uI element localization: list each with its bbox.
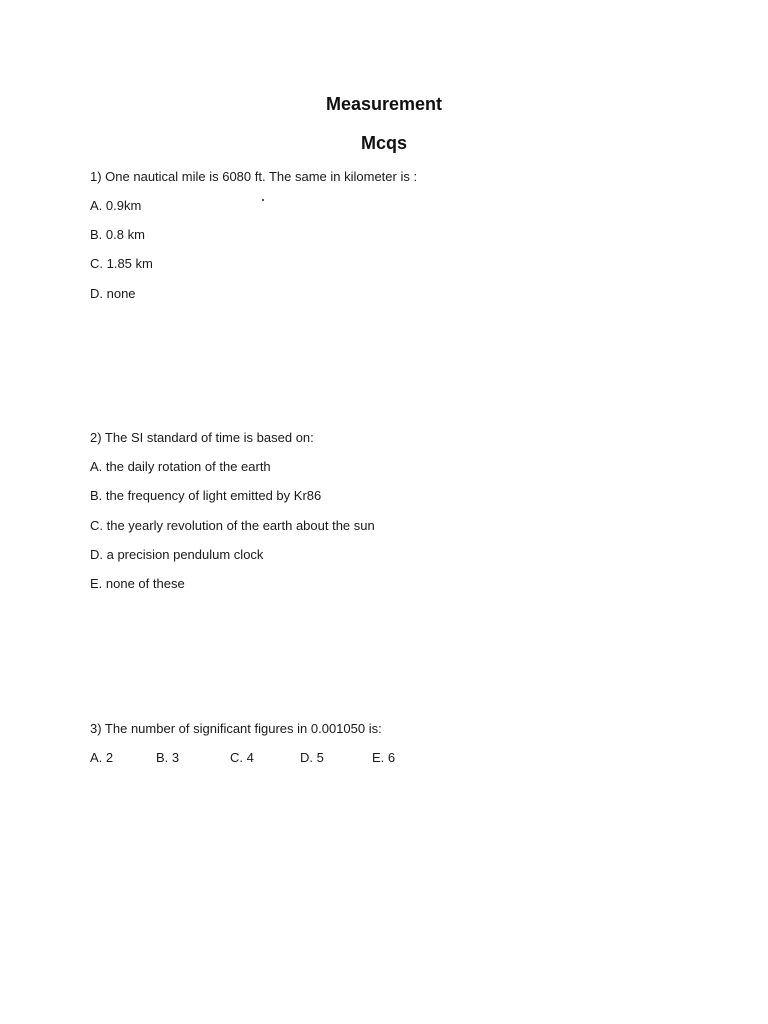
stray-dot [262, 199, 264, 201]
question-1-option-b: B. 0.8 km [90, 227, 145, 242]
question-3-option-e: E. 6 [372, 750, 396, 765]
question-1-option-d: D. none [90, 286, 136, 301]
question-3-prompt: 3) The number of significant figures in 0.001050 is: [90, 721, 382, 736]
question-2-option-e: E. none of these [90, 576, 185, 591]
question-2-option-a: A. the daily rotation of the earth [90, 459, 271, 474]
document-subtitle: Mcqs [360, 133, 407, 153]
question-2-option-d: D. a precision pendulum clock [90, 547, 264, 562]
question-2-prompt: 2) The SI standard of time is based on: [90, 430, 314, 445]
question-1-prompt: 1) One nautical mile is 6080 ft. The same in kilometer is : [90, 169, 418, 184]
document-title: Measurement [325, 94, 443, 114]
question-2-option-b: B. the frequency of light emitted by Kr86 [90, 488, 322, 503]
question-2-option-c: C. the yearly revolution of the earth about the sun [90, 518, 375, 533]
question-3-option-a: A. 2 [90, 750, 114, 765]
question-1-option-c: C. 1.85 km [90, 256, 153, 271]
question-1-option-a: A. 0.9km [90, 198, 142, 213]
question-3-option-b: B. 3 [156, 750, 180, 765]
question-3-option-c: C. 4 [230, 750, 254, 765]
question-3-option-d: D. 5 [300, 750, 324, 765]
